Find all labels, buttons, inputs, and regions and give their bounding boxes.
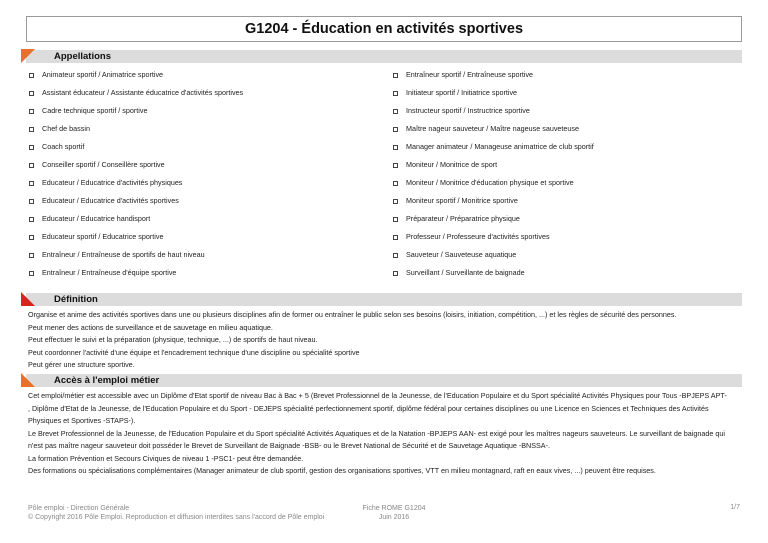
checkbox-icon — [393, 73, 398, 78]
text-line: Peut gérer une structure sportive. — [28, 360, 135, 369]
checkbox-icon — [29, 163, 34, 168]
appellation-item — [29, 196, 179, 205]
checkbox-icon — [29, 145, 34, 150]
checkbox-icon — [393, 91, 398, 96]
appellation-label: Educateur / Educatrice handisport — [42, 214, 151, 223]
appellation-label: Instructeur sportif / Instructrice sportive — [406, 106, 530, 115]
checkbox-icon — [393, 253, 398, 258]
appellation-item — [29, 70, 163, 79]
appellation-label: Moniteur sportif / Monitrice sportive — [406, 196, 518, 205]
appellation-item — [393, 214, 520, 223]
appellation-label: Entraîneur sportif / Entraîneuse sportive — [406, 70, 534, 79]
appellation-item — [393, 142, 594, 151]
appellation-label: Educateur sportif / Educatrice sportive — [42, 232, 164, 241]
section-title: Définition — [54, 294, 98, 305]
appellation-label: Moniteur / Monitrice d'éducation physique et sportive — [406, 178, 574, 187]
appellation-label: Conseiller sportif / Conseillère sportive — [42, 160, 165, 169]
section-title: Appellations — [54, 51, 112, 62]
section-title: Accès à l'emploi métier — [54, 375, 160, 386]
appellation-label: Entraîneur / Entraîneuse de sportifs de haut niveau — [42, 250, 205, 259]
footer-copyright: © Copyright 2016 Pôle Emploi. Reproduction et diffusion interdites sans l'accord de Pôle emploi — [28, 514, 325, 521]
footer-center — [358, 504, 430, 522]
checkbox-icon — [29, 109, 34, 114]
text-line: Des formations ou spécialisations complémentaires (Manager animateur de club sportif, gestion des organisations sportives, VTT en milieu montagnard, raft en eaux vives, ...) peuvent être requises. — [28, 466, 656, 475]
appellation-item — [29, 250, 205, 259]
appellation-label: Préparateur / Préparatrice physique — [406, 214, 520, 223]
appellation-item — [29, 106, 147, 115]
appellation-label: Entraîneur / Entraîneuse d'équipe sportive — [42, 268, 177, 277]
checkbox-icon — [29, 199, 34, 204]
appellation-label: Chef de bassin — [42, 124, 90, 133]
checkbox-icon — [393, 163, 398, 168]
checkbox-icon — [29, 127, 34, 132]
text-line: Organise et anime des activités sportives dans une ou plusieurs disciplines afin de former ou entraîner le public selon ses besoins (loisirs, initiation, compétition, ...) et les règles de sécurité des personnes. — [28, 310, 677, 319]
checkbox-icon — [393, 109, 398, 114]
appellation-item — [393, 160, 497, 169]
page-number: 1/7 — [730, 504, 740, 511]
appellation-label: Surveillant / Surveillante de baignade — [406, 268, 525, 277]
appellation-item — [29, 178, 182, 187]
checkbox-icon — [29, 235, 34, 240]
checkbox-icon — [393, 217, 398, 222]
appellation-label: Assistant éducateur / Assistante éducatrice d'activités sportives — [42, 88, 244, 97]
appellation-item — [393, 70, 533, 79]
checkbox-icon — [29, 73, 34, 78]
text-line: Peut coordonner l'activité d'une équipe et l'encadrement technique d'une discipline ou spécialité sportive — [28, 347, 360, 357]
appellation-label: Cadre technique sportif / sportive — [42, 106, 148, 115]
appellation-label: Manager animateur / Manageuse animatrice de club sportif — [406, 142, 594, 151]
appellation-item — [29, 268, 176, 277]
appellation-item — [393, 124, 579, 133]
checkbox-icon — [29, 181, 34, 186]
checkbox-icon — [29, 271, 34, 276]
appellation-item — [29, 232, 163, 241]
appellation-item — [29, 142, 84, 151]
checkbox-icon — [393, 199, 398, 204]
text-line: Physiques et Sportives -STAPS-). — [28, 416, 136, 425]
appellation-item — [29, 124, 90, 133]
checkbox-icon — [393, 235, 398, 240]
appellation-label: Animateur sportif / Animatrice sportive — [42, 70, 164, 79]
appellation-item — [393, 106, 530, 115]
appellation-item — [29, 214, 150, 223]
appellation-label: Maître nageur sauveteur / Maître nageuse sauveteuse — [406, 124, 580, 133]
footer-fiche: Fiche ROME G1204 — [362, 505, 426, 512]
text-line: , Diplôme d'Etat de la Jeunesse, de l'Education Populaire et du Sport - DEJEPS spécialité perfectionnement sportif, diplôme fédéral pour certaines disciplines ou une Licence en Sciences et Techniques des Activités — [28, 403, 709, 413]
appellation-item — [393, 232, 550, 241]
footer-date: Juin 2016 — [378, 514, 410, 521]
section-header-definition — [26, 293, 742, 306]
text-line: Cet emploi/métier est accessible avec un Diplôme d'Etat sportif de niveau Bac à Bac + 5 (Brevet Professionnel de la Jeunesse, de l'Education Populaire et du Sport spécialité Activités Physiques pour Tous -BPJEPS APT- — [28, 391, 727, 400]
footer-org: Pôle emploi - Direction Générale — [28, 505, 130, 512]
appellation-label: Coach sportif — [42, 142, 85, 151]
appellation-label: Educateur / Educatrice d'activités sportives — [42, 196, 179, 205]
section-marker-icon — [21, 373, 35, 387]
checkbox-icon — [29, 253, 34, 258]
checkbox-icon — [393, 127, 398, 132]
appellation-item — [393, 88, 517, 97]
appellation-item — [393, 178, 574, 187]
footer-left — [28, 504, 324, 522]
checkbox-icon — [393, 181, 398, 186]
section-marker-icon — [21, 49, 35, 63]
text-line: La formation Prévention et Secours Civiques de niveau 1 -PSC1- peut être demandée. — [28, 453, 304, 463]
text-line: Peut effectuer le suivi et la préparation (physique, technique, ...) de sportifs de haut niveau. — [28, 335, 318, 344]
checkbox-icon — [29, 91, 34, 96]
appellation-item — [393, 250, 516, 259]
appellation-label: Moniteur / Monitrice de sport — [406, 160, 498, 169]
appellation-item — [29, 88, 243, 97]
text-line: Peut mener des actions de surveillance et de sauvetage en milieu aquatique. — [28, 322, 273, 332]
appellation-item — [29, 160, 165, 169]
appellation-label: Sauveteur / Sauveteuse aquatique — [406, 250, 517, 259]
section-header-appellations — [26, 50, 742, 63]
appellation-label: Educateur / Educatrice d'activités physiques — [42, 178, 183, 187]
checkbox-icon — [393, 271, 398, 276]
checkbox-icon — [29, 217, 34, 222]
section-header-acces — [26, 374, 742, 387]
appellation-item — [393, 196, 518, 205]
text-line: Le Brevet Professionnel de la Jeunesse, de l'Education Populaire et du Sport spécialité Activités Aquatiques et de la Natation -BPJEPS AAN- est exigé pour les maîtres nageurs sauveteurs. Le surveillant de baignade qui — [28, 428, 725, 438]
appellation-label: Initiateur sportif / Initiatrice sportive — [406, 88, 518, 97]
appellation-item — [393, 268, 525, 277]
section-marker-icon — [21, 292, 35, 306]
appellation-label: Professeur / Professeure d'activités sportives — [406, 232, 550, 241]
text-line: n'est pas maître nageur sauveteur doit posséder le Brevet de Surveillant de Baignade -BSB- ou le Brevet National de Sécurité et de Sauvetage Aquatique -BNSSA-. — [28, 441, 550, 450]
checkbox-icon — [393, 145, 398, 150]
page-title: G1204 - Éducation en activités sportives — [26, 16, 742, 42]
